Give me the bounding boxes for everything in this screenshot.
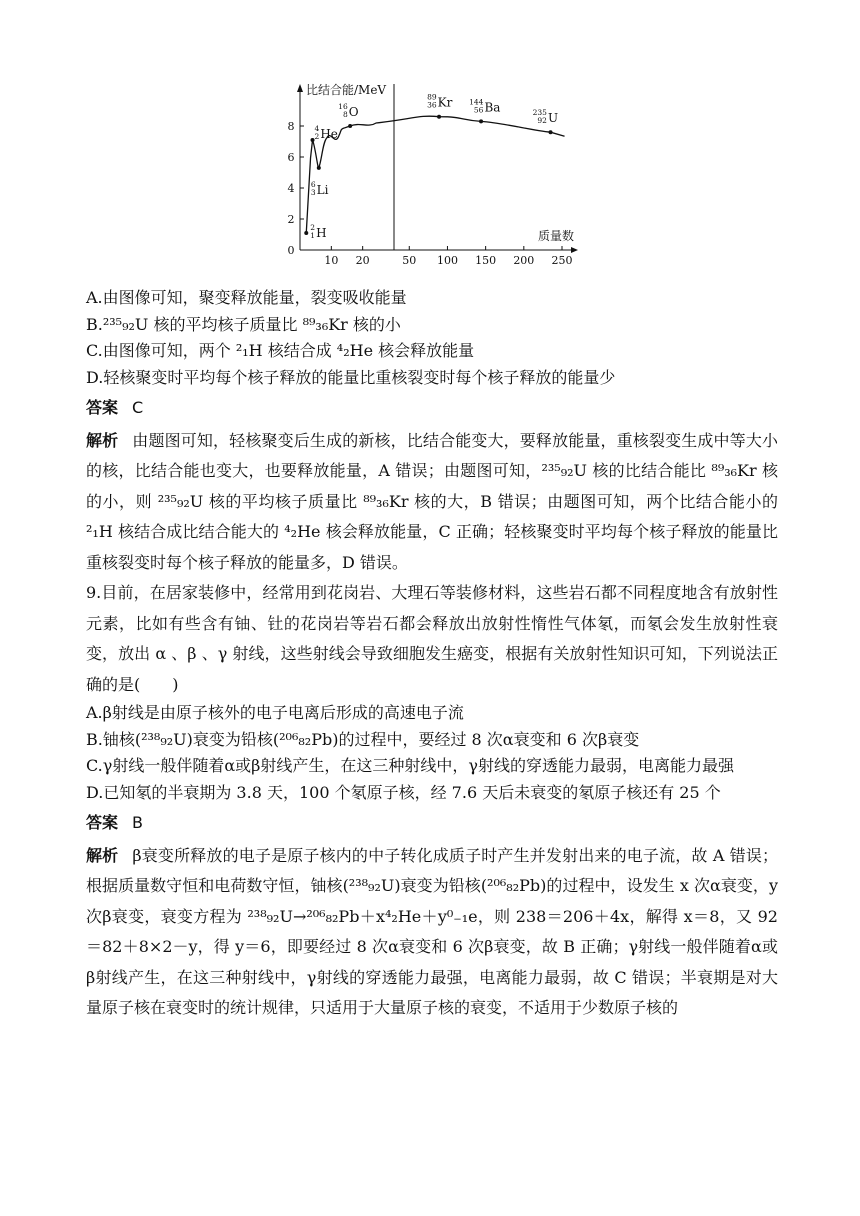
nuclide-atomic-number: 92 bbox=[537, 116, 547, 126]
x-axis-label: 质量数 bbox=[538, 229, 575, 243]
binding-energy-chart bbox=[270, 70, 590, 275]
q9-option-c: C.γ射线一般伴随着α或β射线产生，在这三种射线中，γ射线的穿透能力最弱，电离能力最强 bbox=[86, 756, 734, 775]
nuclide-atomic-number: 1 bbox=[310, 230, 316, 240]
q8-option-d: D.轻核聚变时平均每个核子释放的能量比重核裂变时每个核子释放的能量少 bbox=[86, 367, 616, 387]
q9-options bbox=[86, 700, 778, 806]
y-tick-label: 6 bbox=[287, 151, 295, 164]
nuclide-atomic-number: 36 bbox=[427, 100, 437, 110]
nuclide-point-ba bbox=[479, 119, 483, 123]
nuclide-point-kr bbox=[437, 115, 441, 119]
nuclide-mass-number: 89 bbox=[427, 92, 437, 102]
q8-analysis-label: 解析 bbox=[86, 430, 119, 450]
q8-answer-value: C bbox=[132, 398, 144, 417]
nuclide-symbol-u: U bbox=[547, 111, 559, 126]
nuclide-point-o bbox=[348, 124, 352, 128]
q9-answer bbox=[86, 810, 778, 837]
q9-answer-value: B bbox=[132, 813, 143, 832]
y-tick-label: 4 bbox=[287, 182, 295, 195]
q9-stem: 9.目前，在居家装修中，经常用到花岗岩、大理石等装修材料，这些岩石都不同程度地含有放射性元素，比如有些含有铀、钍的花岗岩等岩石都会释放出放射性惰性气体氡，而氡会发生放射性衰变，放出 α 、β 、γ 射线，这些射线会导致细胞发生癌变，根据有关放射性知识可知，下列说法正确的是( ) bbox=[86, 583, 778, 694]
nuclide-mass-number: 2 bbox=[310, 222, 316, 232]
binding-energy-curve bbox=[306, 116, 564, 233]
nuclide-symbol-ba: Ba bbox=[484, 100, 501, 115]
y-axis-arrow bbox=[297, 84, 303, 92]
q8-answer bbox=[86, 395, 778, 422]
x-axis-arrow bbox=[571, 247, 578, 253]
nuclide-symbol-o: O bbox=[348, 105, 359, 119]
nuclide-symbol-h: H bbox=[316, 225, 327, 240]
nuclide-atomic-number: 56 bbox=[473, 105, 484, 115]
q8-options bbox=[86, 285, 778, 391]
nuclide-point-li bbox=[317, 166, 321, 170]
x-tick-label: 20 bbox=[355, 254, 370, 267]
q9-option-a: A.β射线是由原子核外的电子电离后形成的高速电子流 bbox=[86, 703, 464, 722]
y-tick-label: 0 bbox=[287, 244, 295, 257]
binding-energy-chart-svg bbox=[270, 70, 590, 275]
q9-option-d: D.已知氡的半衰期为 3.8 天，100 个氡原子核，经 7.6 天后未衰变的氡原子核还有 25 个 bbox=[86, 782, 721, 802]
q8-option-c: C.由图像可知，两个 ²₁H 核结合成 ⁴₂He 核会释放能量 bbox=[86, 341, 475, 360]
y-axis-label: 比结合能/MeV bbox=[306, 83, 387, 97]
q9-answer-label: 答案 bbox=[86, 813, 119, 832]
nuclide-atomic-number: 3 bbox=[310, 187, 316, 197]
x-tick-label: 200 bbox=[513, 254, 535, 267]
nuclide-mass-number: 16 bbox=[338, 102, 348, 111]
nuclide-symbol-he: He bbox=[320, 126, 338, 141]
x-tick-label: 100 bbox=[436, 254, 458, 267]
y-tick-label: 2 bbox=[287, 213, 295, 226]
q9-analysis-label: 解析 bbox=[86, 845, 119, 865]
nuclide-atomic-number: 2 bbox=[314, 131, 320, 141]
x-tick-label: 250 bbox=[551, 254, 573, 267]
q9-option-b: B.铀核(²³⁸₉₂U)衰变为铅核(²⁰⁶₈₂Pb)的过程中，要经过 8 次α衰变和 6 次β衰变 bbox=[86, 729, 640, 749]
q8-option-b: B.²³⁵₉₂U 核的平均核子质量比 ⁸⁹₃₆Kr 核的小 bbox=[86, 314, 401, 334]
q8-answer-label: 答案 bbox=[86, 398, 119, 417]
x-tick-label: 50 bbox=[402, 254, 417, 267]
document-body bbox=[86, 285, 778, 1024]
nuclide-symbol-kr: Kr bbox=[437, 95, 453, 110]
x-tick-label: 10 bbox=[324, 254, 339, 267]
y-tick-label: 8 bbox=[287, 120, 295, 133]
q9-analysis-text: β衰变所释放的电子是原子核内的中子转化成质子时产生并发射出来的电子流，故 A 错误；根据质量数守恒和电荷数守恒，铀核(²³⁸₉₂U)衰变为铅核(²⁰⁶₈₂Pb)的过程中，设发生 x 次α衰变，y 次β衰变，衰变方程为 ²³⁸₉₂U→²⁰⁶₈₂Pb＋x⁴₂He＋y⁰₋₁e，则 238＝206＋4x，解得 x＝8，又 92＝82＋8×2－y，得 y＝6，即要经过 8 次α衰变和 6 次β衰变，故 B 正确；γ射线一般伴随着α或β射线产生，在这三种射线中，γ射线的穿透能力最强，电离能力最弱，故 C 错误；半衰期是对大量原子核在衰变时的统计规律，只适用于大量原子核的衰变，不适用于少数原子核的 bbox=[86, 845, 778, 1017]
nuclide-point-h bbox=[304, 231, 308, 235]
nuclide-mass-number: 4 bbox=[314, 123, 320, 133]
nuclide-symbol-li: Li bbox=[316, 182, 329, 197]
q8-option-a: A.由图像可知，聚变释放能量，裂变吸收能量 bbox=[86, 288, 407, 307]
q9-analysis bbox=[86, 841, 778, 1024]
nuclide-point-u bbox=[549, 130, 553, 134]
nuclide-mass-number: 144 bbox=[469, 97, 484, 107]
q8-analysis bbox=[86, 426, 778, 579]
nuclide-mass-number: 235 bbox=[532, 108, 547, 118]
nuclide-atomic-number: 8 bbox=[342, 110, 348, 119]
nuclide-mass-number: 6 bbox=[310, 179, 316, 189]
q8-analysis-text: 由题图可知，轻核聚变后生成的新核，比结合能变大，要释放能量，重核裂变生成中等大小的核，比结合能也变大，也要释放能量，A 错误；由题图可知，²³⁵₉₂U 核的比结合能比 ⁸⁹₃₆Kr 核的小，则 ²³⁵₉₂U 核的平均核子质量比 ⁸⁹₃₆Kr 核的大，B 错误；由题图可知，两个比结合能小的 ²₁H 核结合成比结合能大的 ⁴₂He 核会释放能量，C 正确；轻核聚变时平均每个核子释放的能量比重核裂变时每个核子释放的能量多，D 错误。 bbox=[86, 430, 778, 572]
x-tick-label: 150 bbox=[475, 254, 497, 267]
